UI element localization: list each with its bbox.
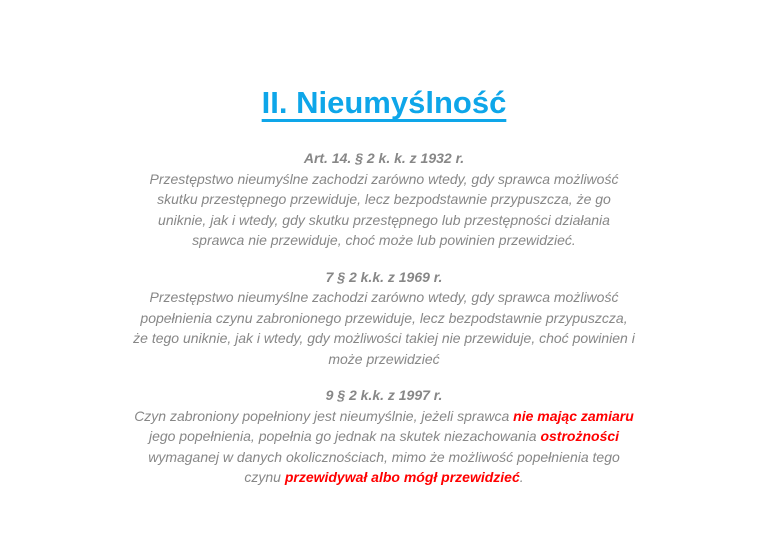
section-2 — [132, 267, 637, 370]
section-1 — [132, 148, 637, 251]
section-heading: Art. 14. § 2 k. k. z 1932 r. — [303, 150, 465, 166]
slide-title: II. Nieumyślność — [261, 85, 507, 120]
section-body — [132, 406, 637, 488]
section-body — [132, 287, 637, 369]
section-heading: 7 § 2 k.k. z 1969 r. — [325, 268, 443, 285]
body-text: jego popełnienia, popełnia go jednak na skutek niezachowania — [148, 428, 541, 444]
highlighted-text: nie mając zamiaru — [513, 407, 634, 424]
section-body — [132, 169, 637, 251]
body-text: Przestępstwo nieumyślne zachodzi zarówno wtedy, gdy sprawca możliwość popełnienia czynu zabronionego przewiduje, lecz bezpodstawnie przypuszcza, że tego uniknie, jak i wtedy, gdy możliwości takiej nie przewiduje, choć powinien i może przewidzieć — [133, 289, 635, 367]
body-text: Czyn zabroniony popełniony jest nieumyślnie, jeżeli sprawca — [134, 407, 514, 424]
section-heading: 9 § 2 k.k. z 1997 r. — [325, 387, 443, 403]
body-text: . — [519, 469, 524, 485]
highlighted-text: ostrożności — [540, 428, 620, 444]
section-3 — [132, 385, 637, 488]
body-text: wymaganej w danych okolicznościach, mimo że możliwość popełnienia tego czynu — [148, 448, 620, 485]
body-text: Przestępstwo nieumyślne zachodzi zarówno wtedy, gdy sprawca możliwość skutku przestępnego przewiduje, lecz bezpodstawnie przypuszcza, że go uniknie, jak i wtedy, gdy skutku przestępnego lub przestępności działania sprawca nie przewiduje, choć może lub powinien przewidzieć. — [149, 170, 619, 248]
highlighted-text: przewidywał albo mógł przewidzieć — [284, 469, 520, 485]
slide-content — [132, 148, 637, 488]
